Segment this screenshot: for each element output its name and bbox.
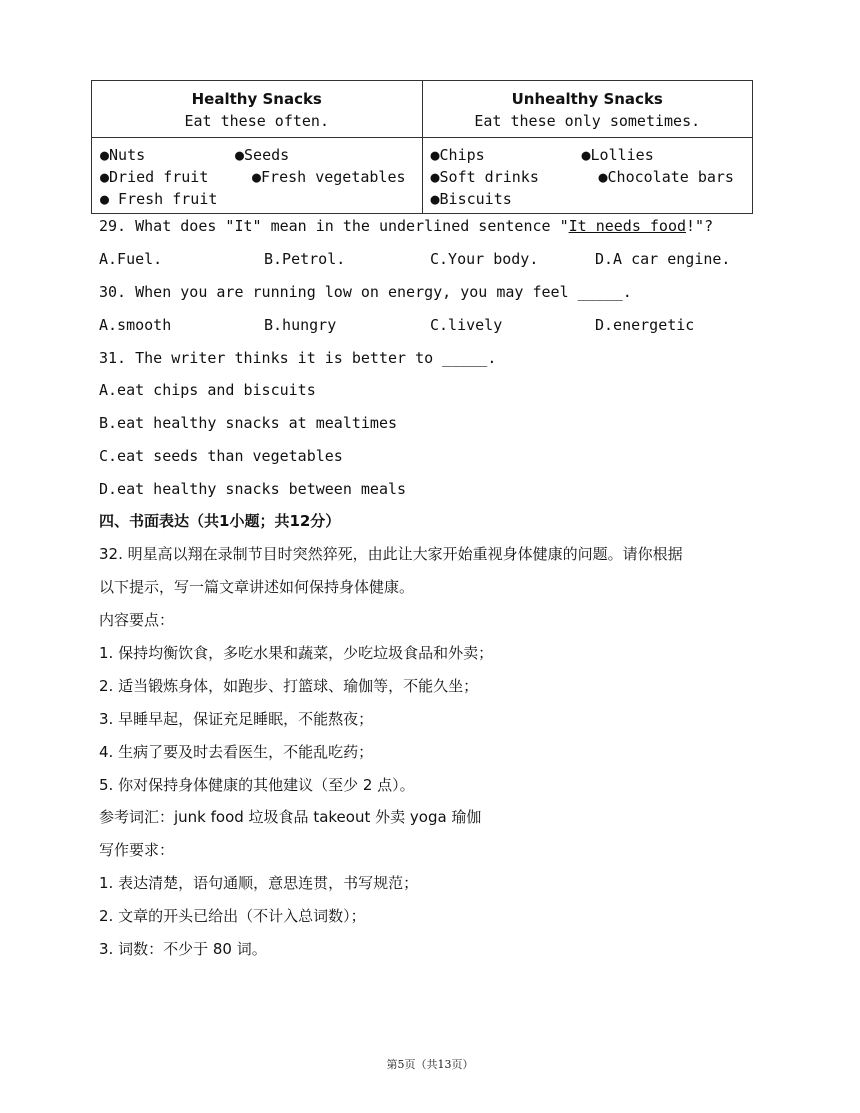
healthy-header-cell	[92, 81, 423, 138]
healthy-subtitle: Eat these often.	[184, 112, 329, 130]
unhealthy-item: ●Biscuits	[430, 190, 512, 208]
healthy-item: ●Seeds	[235, 146, 290, 164]
unhealthy-header-cell	[422, 81, 753, 138]
question-31: 31. The writer thinks it is better to _____.	[99, 349, 497, 367]
writing-requirement: 3. 词数：不少于 80 词。	[99, 940, 267, 958]
writing-requirement: 2. 文章的开头已给出（不计入总词数）；	[99, 907, 366, 925]
content-point: 2. 适当锻炼身体，如跑步、打篮球、瑜伽等，不能久坐；	[99, 677, 479, 695]
healthy-item: ●Fresh vegetables	[252, 168, 406, 186]
content-points-label: 内容要点：	[99, 611, 175, 629]
option-c[interactable]: C.eat seeds than vegetables	[99, 447, 343, 465]
option-a[interactable]: A.smooth	[99, 316, 172, 334]
content-point: 5. 你对保持身体健康的其他建议（至少 2 点）。	[99, 776, 415, 794]
underlined-sentence: It needs food	[568, 217, 687, 235]
healthy-items-cell	[92, 138, 423, 214]
content-point: 4. 生病了要及时去看医生，不能乱吃药；	[99, 743, 374, 761]
unhealthy-title: Unhealthy Snacks	[511, 90, 663, 108]
option-c[interactable]: C.lively	[430, 316, 503, 334]
healthy-item: ●Dried fruit	[100, 168, 209, 186]
option-b[interactable]: B.eat healthy snacks at mealtimes	[99, 414, 398, 432]
unhealthy-items-cell	[422, 138, 753, 214]
healthy-item: ● Fresh fruit	[100, 190, 218, 208]
question-30: 30. When you are running low on energy, you may feel _____.	[99, 283, 632, 301]
snack-table	[91, 80, 753, 214]
option-a[interactable]: A.Fuel.	[99, 250, 163, 268]
option-a[interactable]: A.eat chips and biscuits	[99, 381, 316, 399]
option-d[interactable]: D.A car engine.	[595, 250, 731, 268]
writing-requirements-label: 写作要求：	[99, 841, 175, 859]
unhealthy-subtitle: Eat these only sometimes.	[474, 112, 701, 130]
healthy-title: Healthy Snacks	[191, 90, 322, 108]
content-point: 3. 早睡早起，保证充足睡眠，不能熬夜；	[99, 710, 374, 728]
unhealthy-item: ●Lollies	[581, 146, 654, 164]
unhealthy-item: ●Chocolate bars	[598, 168, 734, 186]
healthy-item: ●Nuts	[100, 146, 146, 164]
question-29: 29. What does "It" mean in the underlined sentence "It needs food!"?	[99, 217, 714, 235]
option-b[interactable]: B.hungry	[264, 316, 337, 334]
question-29-options	[99, 249, 759, 269]
option-c[interactable]: C.Your body.	[430, 250, 539, 268]
question-30-options	[99, 315, 759, 335]
option-b[interactable]: B.Petrol.	[264, 250, 346, 268]
page-number: 第5页（共13页）	[386, 1058, 474, 1071]
option-d[interactable]: D.energetic	[595, 316, 695, 334]
content-point: 1. 保持均衡饮食，多吃水果和蔬菜，少吃垃圾食品和外卖；	[99, 644, 494, 662]
question-32-line2: 以下提示，写一篇文章讲述如何保持身体健康。	[99, 578, 415, 596]
section-heading: 四、书面表达（共1小题；共12分）	[99, 512, 341, 530]
unhealthy-item: ●Chips	[430, 146, 485, 164]
writing-requirement: 1. 表达清楚，语句通顺，意思连贯，书写规范；	[99, 874, 419, 892]
reference-vocabulary: 参考词汇：junk food 垃圾食品 takeout 外卖 yoga 瑜伽	[99, 808, 482, 826]
option-d[interactable]: D.eat healthy snacks between meals	[99, 480, 407, 498]
unhealthy-item: ●Soft drinks	[430, 168, 539, 186]
question-32-line1: 32. 明星高以翔在录制节目时突然猝死，由此让大家开始重视身体健康的问题。请你根据	[99, 545, 683, 563]
